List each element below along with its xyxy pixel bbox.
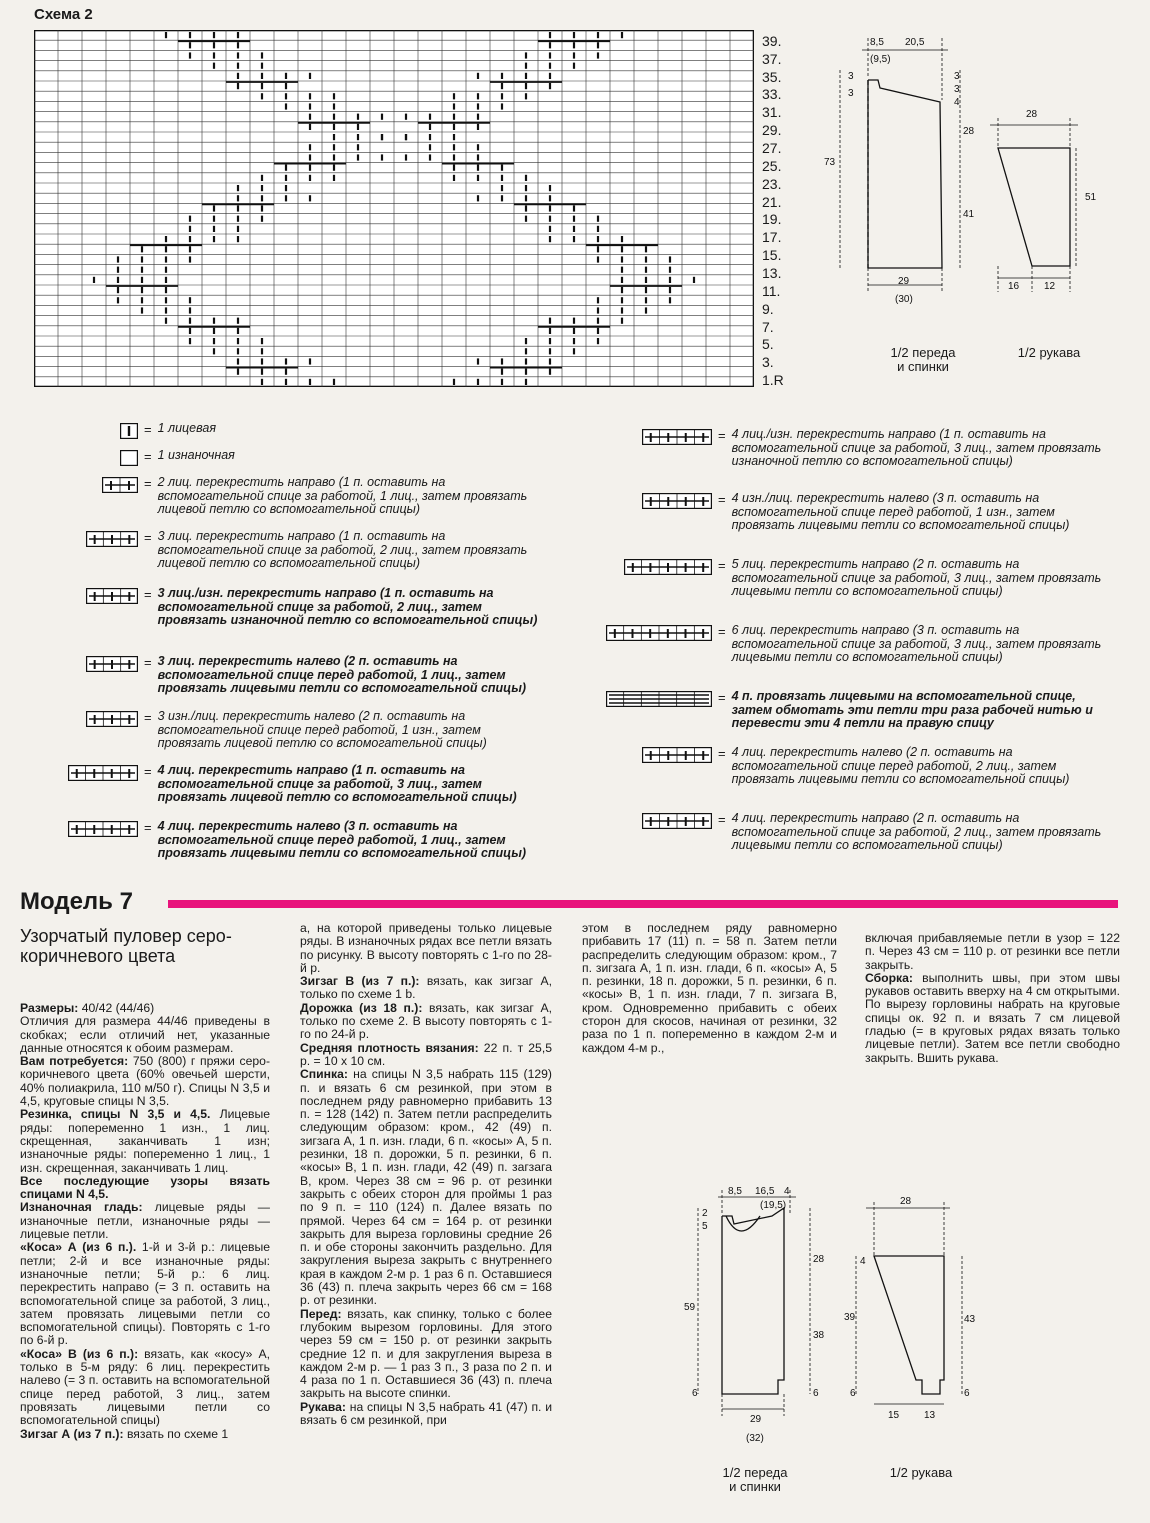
paragraph (300, 975, 552, 1002)
row-number-label: 5. (762, 336, 774, 353)
equals-sign: = (144, 476, 152, 491)
b-sleeve-dim-right-6: 6 (964, 1388, 970, 1399)
paragraph (20, 1002, 270, 1015)
paragraph-body: а, на которой приведены только лицевые ряды. В изнаночных рядах все петли вязать по рисунку. В высоту повторять с 1-го по 28-й р. (300, 921, 552, 975)
row-number-label: 9. (762, 300, 774, 317)
b-sleeve-dim-cuff-b: 13 (924, 1410, 936, 1421)
row-number-label: 27. (762, 140, 782, 157)
stitch-symbol-icon (642, 493, 712, 533)
b-dim-total: 59 (684, 1302, 696, 1313)
row-number-label: 29. (762, 122, 782, 139)
top-body-schematic (820, 30, 1150, 330)
legend-text: 5 лиц. перекрестить направо (2 п. оставить на вспомогательной спице за работой, 3 лиц., затем провязать лицевыми петли со вспомогательной спицы) (731, 557, 1102, 598)
legend-item (120, 422, 698, 444)
sleeve-dim-cuff-a: 16 (1008, 281, 1020, 292)
equals-sign: = (144, 422, 152, 437)
paragraph-heading: Зигзаг В (из 7 п.): (300, 974, 420, 989)
dim-side: 41 (963, 209, 975, 220)
legend-item (642, 812, 1150, 853)
paragraph (20, 1428, 270, 1441)
paragraph (865, 972, 1120, 1065)
legend-item (642, 428, 1150, 469)
paragraph-heading: Размеры: (20, 1001, 79, 1015)
row-number-label: 25. (762, 157, 782, 174)
stitch-symbol-icon (606, 625, 712, 665)
b-dim-top-a: 8,5 (728, 1186, 742, 1197)
row-number-label: 23. (762, 175, 782, 192)
dim-armhole: 28 (963, 126, 975, 137)
equals-sign: = (144, 530, 152, 545)
stitch-symbol-icon (86, 588, 138, 628)
b-dim-left-6: 6 (692, 1388, 698, 1399)
dim-top-a: 8,5 (870, 37, 884, 48)
legend-text: 4 лиц. перекрестить направо (2 п. оставить на вспомогательной спице за работой, 2 лиц., затем провязать лицевыми петли со вспомогательной спицы) (731, 811, 1102, 852)
legend-text: 3 лиц./изн. перекрестить направо (1 п. оставить на вспомогательной спице за работой, 2 лиц., затем провязать изнаночной петлю со вспомогательной спицы) (157, 586, 538, 627)
sleeve-dim-top: 28 (1026, 109, 1038, 120)
b-dim-side: 38 (813, 1330, 825, 1341)
paragraph-body: Лицевые ряды: попеременно 1 изн., 1 лиц. скрещенная, заканчивать 1 изн; изнаночные ряды: попеременно 1 лиц., 1 изн. скрещенная, заканчивать 1 лиц. (20, 1107, 271, 1175)
legend-text: 4 п. провязать лицевыми на вспомогательной спице, затем обмотать эти петли три раза рабочей нитью и перевести эти 4 петли на правую спицу (731, 689, 1093, 730)
stitch-symbol-icon (86, 531, 138, 571)
row-number-label: 15. (762, 247, 782, 264)
paragraph-body: на спицы N 3,5 набрать 115 (129) п. и вязать 6 см резинкой, при этом в последнем ряду равномерно прибавить 13 п. = 128 (142) п. Затем петли распределить следующим образом: кром., 42 (49) п. зигзага А, 1 п. изн. глади, 6 п. «косы» А, 5 п. резинки, 18 п. дорожки, 5 п. резинки, 6 п. «косы» В, 1 п. изн. глади, 42 (49) п. загзага В, кром. Через 38 см = 96 р. от резинки закрыть с обеих сторон для проймы 1 раз по 9 п. = 110 (124) п. Далее вязать по прямой. Через 64 см = 164 р. от резинки закрыть для выреза горловины средние 26 п. и обе стороны закончить раздельно. Для закругления выреза закрыть с внутреннего края в каждом 2-м р. 1 раз 6 п. Оставшиеся 36 (43) п. плеча закрыть через 66 см = 168 р. от резинки. (300, 1067, 552, 1308)
row-number-label: 37. (762, 50, 782, 67)
paragraph (20, 1241, 270, 1347)
paragraph (582, 922, 837, 1055)
legend-item (642, 746, 1150, 787)
bottom-body-caption: 1/2 переда и спинки (722, 1465, 788, 1494)
paragraph (20, 1348, 270, 1428)
b-sleeve-dim-cuff-a: 15 (888, 1410, 900, 1421)
dim-top-a-alt: (9,5) (870, 54, 891, 65)
dim-right-3b: 3 (954, 84, 960, 95)
legend-text: 1 лицевая (157, 421, 216, 435)
row-number-label: 3. (762, 354, 774, 371)
legend-item (642, 492, 1150, 533)
equals-sign: = (718, 492, 726, 507)
paragraph-body: вязать, как зигзаг А, только по схеме 2. В высоту повторять с 1-го по 24-й р. (300, 1000, 552, 1042)
dim-width-alt: (30) (895, 294, 913, 305)
row-number-label: 35. (762, 68, 782, 85)
dim-right-3a: 3 (954, 71, 960, 82)
b-dim-armhole: 28 (813, 1254, 825, 1265)
legend-text: 4 изн./лиц. перекрестить налево (3 п. оставить на вспомогательной спице перед работой, 1 изн., затем провязать лицевыми петли со вспомогательной спицы) (731, 491, 1070, 532)
paragraph (300, 1308, 552, 1401)
stitch-symbol-icon (102, 477, 138, 517)
paragraph-body: вязать, как «косу» А, только в 5-м ряду: 6 лиц. перекрестить налево (= 3 п. оставить на вспомогательной спице перед работой, 3 лиц., затем провязать лицевыми петли со вспомогательной спицы) (20, 1346, 270, 1428)
legend-text: 4 лиц. перекрестить налево (3 п. оставить на вспомогательной спице перед работой, 1 лиц., затем провязать лицевыми петли со вспомогательной спицы) (157, 819, 527, 860)
equals-sign: = (718, 558, 726, 573)
legend-item (102, 476, 698, 517)
row-number-label: 11. (762, 282, 781, 299)
paragraph-body: 750 (800) г пряжи серо-коричневого цвета (60% овечьей шерсти, 40% полиакрила, 110 м/50 г). Спицы N 3,5 и 4,5, круговые спицы N 3,5. (20, 1054, 270, 1109)
b-sleeve-dim-top: 28 (900, 1196, 912, 1207)
text-column-3 (582, 922, 837, 1055)
sleeve-dim-cuff-b: 12 (1044, 281, 1056, 292)
paragraph-body: 22 п. т 25,5 р. = 10 х 10 см. (300, 1040, 552, 1068)
stitch-chart-grid (34, 30, 754, 387)
legend-item (68, 820, 698, 861)
b-dim-right-6: 6 (813, 1388, 819, 1399)
legend-text: 3 лиц. перекрестить налево (2 п. оставить на вспомогательной спице перед работой, 1 лиц., затем провязать лицевыми петли со вспомогательной спицы) (157, 654, 527, 695)
equals-sign: = (144, 587, 152, 602)
bottom-body-schematic (680, 1180, 1000, 1460)
dim-left-3b: 3 (848, 88, 854, 99)
equals-sign: = (718, 624, 726, 639)
b-sleeve-dim-right-43: 43 (964, 1314, 976, 1325)
stitch-symbol-icon (68, 765, 138, 805)
b-dim-left-2: 2 (702, 1208, 708, 1219)
paragraph-body: 40/42 (44/46) (78, 1001, 155, 1015)
equals-sign: = (144, 820, 152, 835)
stitch-symbol-icon (642, 747, 712, 787)
paragraph-heading: Вам потребуется: (20, 1054, 129, 1069)
row-number-label: 17. (762, 229, 782, 246)
legend-item (68, 764, 698, 805)
legend-item (86, 530, 698, 571)
b-dim-top-c: 4 (784, 1186, 790, 1197)
paragraph-heading: Все последующие узоры вязать спицами N 4,5. (20, 1173, 270, 1202)
paragraph-body: Отличия для размера 44/46 приведены в скобках; если отличий нет, указанные данные относятся к обоим размерам. (20, 1014, 270, 1055)
b-dim-top-alt: (19,5) (760, 1200, 787, 1211)
legend-item (86, 587, 698, 628)
model-title: Модель 7 (20, 888, 133, 915)
legend-item (606, 690, 1150, 731)
paragraph-body: лицевые ряды — изнаночные петли, изнаночные ряды — лицевые петли. (20, 1200, 270, 1242)
paragraph (20, 1175, 270, 1202)
row-number-label: 1.R (762, 372, 784, 389)
dim-total: 73 (824, 157, 836, 168)
b-dim-top-b: 16,5 (755, 1186, 775, 1197)
text-column-1 (20, 1002, 270, 1441)
legend-text: 6 лиц. перекрестить направо (3 п. оставить на вспомогательной спице за работой, 3 лиц., затем провязать лицевыми петли со вспомогательной спицы) (731, 623, 1102, 664)
legend-text: 1 изнаночная (157, 448, 235, 462)
chart-title: Схема 2 (34, 6, 93, 23)
legend-text: 2 лиц. перекрестить направо (1 п. оставить на вспомогательной спице за работой, 1 лиц., затем провязать лицевой петлю со вспомогательной спицы) (157, 475, 528, 516)
paragraph-body: этом в последнем ряду равномерно прибавить 17 (11) п. = 58 п. Затем петли распределить следующим образом: кром., 7 п. зигзага А, 1 п. изн. глади, 6 п. «косы» А, 5 п. резинки, 18 п. дорожки, 5 п. резинки, 6 п. «косы» В, 1 п. изн. глади, 7 п. зигзага В, кром. Одновременно прибавить с обеих сторон для скосов, начиная от резинки, 32 раза по 1 п. попеременно в каждом 2-м и каждом 4-м р., (582, 921, 837, 1055)
paragraph (300, 1401, 552, 1428)
legend-text: 4 лиц./изн. перекрестить направо (1 п. оставить на вспомогательной спице за работой, 3 лиц., затем провязать изнаночной петлю со вспомогательной спицы) (731, 427, 1102, 468)
paragraph-body: на спицы N 3,5 набрать 41 (47) п. и вязать 6 см резинкой, при (300, 1399, 552, 1427)
stitch-symbol-icon (86, 711, 138, 751)
row-number-label: 21. (762, 193, 782, 210)
paragraph-heading: Перед: (300, 1306, 342, 1321)
b-sleeve-dim-left-4: 4 (860, 1256, 866, 1267)
b-dim-left-5: 5 (702, 1221, 708, 1232)
legend-text: 3 изн./лиц. перекрестить налево (2 п. оставить на вспомогательной спице перед работой, 1 изн., затем провязать лицевой петлю со вспомогательной спицы) (157, 709, 487, 750)
b-sleeve-dim-left-6: 6 (850, 1388, 856, 1399)
stitch-symbol-icon (120, 423, 138, 444)
stitch-symbol-icon (120, 450, 138, 471)
b-dim-width: 29 (750, 1414, 762, 1425)
paragraph-body: включая прибавляемые петли в узор = 122 п. Через 43 см = 110 р. от резинки все петли закрыть. (865, 931, 1120, 972)
row-number-label: 39. (762, 32, 782, 49)
row-number-label: 33. (762, 86, 782, 103)
paragraph-heading: Рукава: (300, 1399, 346, 1414)
equals-sign: = (144, 764, 152, 779)
row-number-label: 13. (762, 264, 782, 281)
stitch-symbol-icon (68, 821, 138, 861)
paragraph (300, 1042, 552, 1069)
dim-top-b: 20,5 (905, 37, 925, 48)
paragraph-heading: Сборка: (865, 970, 913, 985)
paragraph-body: вязать, как зигзаг А, только по схеме 1 b. (300, 974, 552, 1002)
paragraph-heading: Изнаночная гладь: (20, 1200, 143, 1215)
row-number-label: 7. (762, 318, 774, 335)
paragraph-body: выполнить швы, при этом швы рукавов оставить вверху на 4 см открытыми. По вырезу горловины набрать на круговые спицы ок. 92 п. и вязать 7 см лицевой гладью (= в круговых рядах вязать только лицевые петли). Затем все петли свободно закрыть. Вшить рукава. (865, 970, 1120, 1065)
paragraph-heading: Средняя плотность вязания: (300, 1040, 479, 1055)
equals-sign: = (718, 812, 726, 827)
paragraph-heading: «Коса» А (из 6 п.). (20, 1240, 137, 1255)
b-dim-width-alt: (32) (746, 1433, 764, 1444)
b-sleeve-dim-left-39: 39 (844, 1312, 856, 1323)
paragraph-heading: Зигзаг А (из 7 п.): (20, 1426, 124, 1441)
stitch-symbol-icon (624, 559, 712, 599)
equals-sign: = (144, 449, 152, 464)
row-number-label: 19. (762, 211, 782, 228)
stitch-symbol-icon (86, 656, 138, 696)
text-column-4 (865, 932, 1120, 1065)
dim-right-4: 4 (954, 97, 960, 108)
top-body-caption: 1/2 переда и спинки (890, 345, 956, 374)
dim-width: 29 (898, 276, 910, 287)
paragraph (20, 1201, 270, 1241)
stitch-symbol-icon (606, 691, 712, 731)
text-column-2 (300, 922, 552, 1427)
legend-item (606, 624, 1150, 665)
paragraph (300, 1068, 552, 1307)
top-sleeve-caption: 1/2 рукава (1017, 345, 1081, 360)
paragraph (20, 1108, 270, 1174)
stitch-symbol-icon (642, 429, 712, 469)
model-subtitle: Узорчатый пуловер серо-коричневого цвета (20, 926, 232, 966)
legend-item (120, 449, 698, 471)
equals-sign: = (718, 746, 726, 761)
equals-sign: = (718, 428, 726, 443)
legend-item (624, 558, 1150, 599)
sleeve-dim-length: 51 (1085, 192, 1097, 203)
paragraph-heading: Резинка, спицы N 3,5 и 4,5. (20, 1107, 211, 1122)
legend-text: 3 лиц. перекрестить направо (1 п. оставить на вспомогательной спице за работой, 2 лиц., затем провязать лицевой петлю со вспомогательной спицы) (157, 529, 528, 570)
equals-sign: = (718, 690, 726, 705)
equals-sign: = (144, 655, 152, 670)
paragraph (300, 922, 552, 975)
paragraph (20, 1055, 270, 1108)
paragraph (20, 1015, 270, 1055)
row-number-label: 31. (762, 104, 782, 121)
paragraph-heading: Спинка: (300, 1067, 348, 1082)
equals-sign: = (144, 710, 152, 725)
paragraph-heading: «Коса» В (из 6 п.): (20, 1346, 139, 1361)
accent-rule (168, 900, 1118, 908)
paragraph-body: вязать по схеме 1 (123, 1426, 229, 1441)
bottom-sleeve-caption: 1/2 рукава (889, 1465, 953, 1480)
paragraph (865, 932, 1120, 972)
legend-text: 4 лиц. перекрестить налево (2 п. оставить на вспомогательной спице перед работой, 2 лиц., затем провязать лицевыми петли со вспомогательной спицы) (731, 745, 1070, 786)
paragraph (300, 1002, 552, 1042)
paragraph-body: вязать, как спинку, только с более глубоким вырезом горловины. Для этого через 59 см = 150 р. от резинки закрыть средние 12 п. и для закругления выреза в каждом 2-м р. — 1 раз 3 п., 3 раза по 2 п. и 4 раза по 1 п. Оставшиеся 36 (43) п. плеча закрыть на высоте спинки. (300, 1306, 552, 1401)
dim-left-3a: 3 (848, 71, 854, 82)
stitch-symbol-icon (642, 813, 712, 853)
legend-text: 4 лиц. перекрестить направо (1 п. оставить на вспомогательной спице за работой, 3 лиц., затем провязать лицевой петлю со вспомогательной спицы) (157, 763, 517, 804)
paragraph-heading: Дорожка (из 18 п.): (300, 1000, 423, 1015)
paragraph-body: 1-й и 3-й р.: лицевые петли; 2-й и все изнаночные ряды: изнаночные петли; 5-й р.: 6 лиц. перекрестить направо (= 3 п. оставить на вспомогательной спице за работой, 3 лиц., затем провязать лицевыми петли со вспомогательной спицы). Повторять с 1-го по 6-й р. (20, 1240, 270, 1348)
